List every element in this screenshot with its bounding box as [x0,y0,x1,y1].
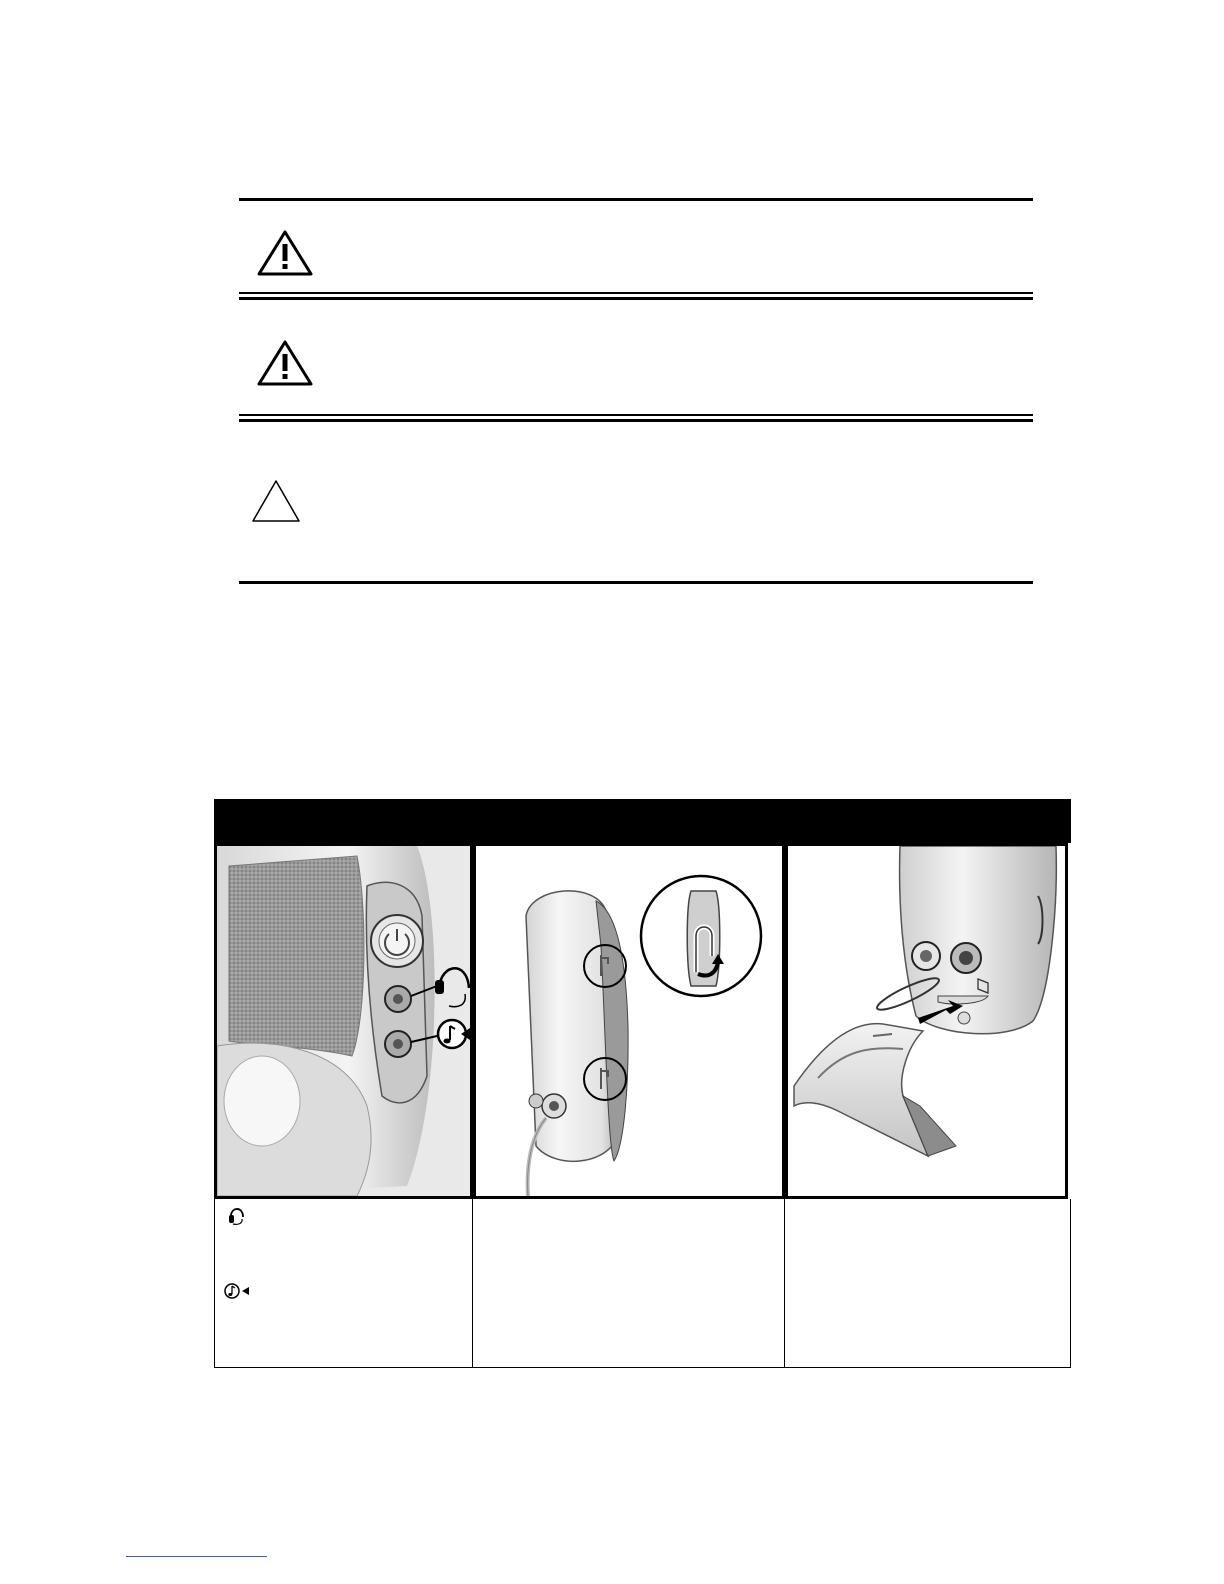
headphone-icon [227,1203,247,1227]
notice-top-rule [239,198,1033,201]
warning-triangle-icon [256,339,314,387]
figure-header-band [214,799,1071,843]
figure-panel-jacks [214,843,473,1199]
figure-panel-wall-mount [473,843,785,1199]
warning-triangle-icon [256,229,314,277]
speaker-jacks-illustration [217,846,470,1196]
figure-panel-stand [785,843,1068,1199]
notice-divider-rule [239,419,1033,422]
notice-divider-rule [239,414,1033,416]
caption-cell-stand [785,1199,1071,1368]
notice-divider-rule [239,292,1033,294]
speaker-stand-illustration [788,846,1065,1196]
notice-divider-rule [239,297,1033,300]
speaker-wall-mount-illustration [476,846,782,1196]
notice-bottom-rule [239,581,1033,584]
footnote-link-underline[interactable] [126,1556,267,1557]
caption-cell-wall-mount [473,1199,785,1368]
installation-figure-table [214,799,1071,1368]
audio-in-icon [223,1281,251,1301]
caution-triangle-icon [250,478,302,524]
caption-cell-jacks [214,1199,473,1368]
